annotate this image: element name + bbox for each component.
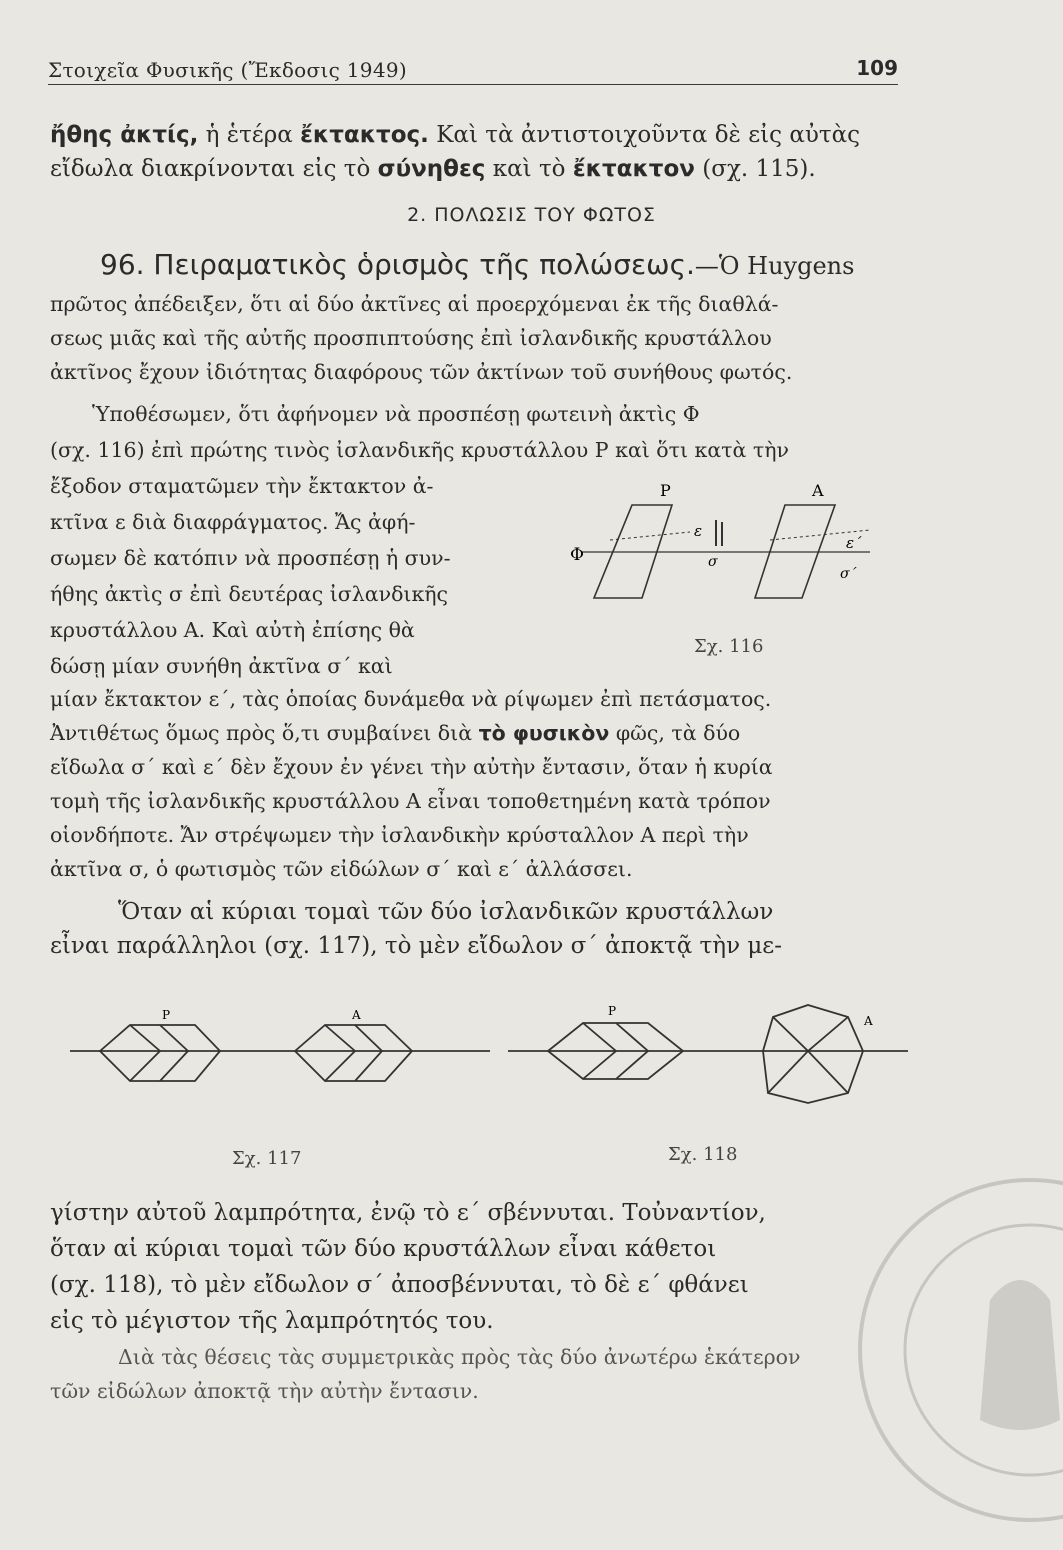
- caption-117: Σχ. 117: [232, 1148, 302, 1169]
- header-title: Στοιχεῖα Φυσικῆς (Ἔκδοσις 1949): [48, 58, 407, 82]
- text-line: Ὅταν αἱ κύριαι τομαὶ τῶν δύο ἰσλανδικῶν κρυστάλλων: [118, 899, 774, 925]
- label-phi: Φ: [570, 545, 584, 565]
- text-line: τομὴ τῆς ἰσλανδικῆς κρυστάλλου Α εἶναι τοποθετημένη κατὰ τρόπον: [50, 789, 771, 813]
- top-paragraph: [50, 118, 900, 186]
- text-run: φῶς, τὰ δύο: [609, 721, 741, 745]
- label-a: Α: [812, 481, 824, 500]
- page-number: 109: [856, 56, 898, 80]
- text-line: [50, 152, 900, 186]
- subsection-number: 96.: [100, 248, 145, 281]
- bold-term: σύνηθες: [377, 156, 486, 182]
- section-title: 2. ΠΟΛΩΣΙΣ ΤΟΥ ΦΩΤΟΣ: [407, 204, 656, 226]
- ray-dashed: [610, 532, 690, 540]
- paragraph-5: [50, 1340, 920, 1408]
- text-run: καὶ τὸ: [485, 156, 573, 182]
- label-a: Α: [352, 1008, 361, 1022]
- text-line: Ὑποθέσωμεν, ὅτι ἀφήνομεν νὰ προσπέσῃ φωτεινὴ ἀκτὶς Φ: [92, 402, 700, 426]
- text-run: Ἀντιθέτως ὅμως πρὸς ὅ,τι συμβαίνει διὰ: [50, 721, 479, 745]
- paragraph-2-wide: [50, 682, 910, 886]
- bold-term: ἔκτακτον: [572, 156, 695, 182]
- label-a: Α: [864, 1014, 873, 1028]
- caption-116: Σχ. 116: [694, 636, 764, 657]
- subsection-rest: —Ὁ Huygens: [694, 252, 855, 280]
- paragraph-2-narrow: [50, 468, 520, 684]
- figure-116: [570, 470, 900, 620]
- text-line: σωμεν δὲ κατόπιν νὰ προσπέσῃ ἡ συν-: [50, 546, 451, 570]
- label-e2: ε΄: [846, 534, 862, 552]
- text-line: εἴδωλα σ΄ καὶ ε΄ δὲν ἔχουν ἐν γένει τὴν αὐτὴν ἔντασιν, ὅταν ἡ κυρία: [50, 755, 773, 779]
- crystal-p-section: [130, 1025, 160, 1081]
- label-e: ε: [694, 522, 703, 540]
- bold-term: ἤθης ἀκτίς,: [50, 122, 199, 148]
- paragraph-1: [50, 287, 900, 389]
- text-run: Καὶ τὰ ἀντιστοιχοῦντα δὲ εἰς αὐτὰς: [428, 122, 860, 148]
- library-stamp: [880, 1150, 1063, 1550]
- text-line: (σχ. 116) ἐπὶ πρώτης τινὸς ἰσλανδικῆς κρυστάλλου Ρ καὶ ὅτι κατὰ τὴν: [50, 438, 789, 462]
- bold-term: ἔκτακτος.: [300, 122, 429, 148]
- figure-117: [70, 1005, 490, 1105]
- text-line: ἔξοδον σταματῶμεν τὴν ἔκτακτον ἀ-: [50, 474, 434, 498]
- crystal-p-section: [160, 1025, 188, 1081]
- crystal-a-section: [325, 1025, 355, 1081]
- text-line: πρῶτος ἀπέδειξεν, ὅτι αἱ δύο ἀκτῖνες αἱ προερχόμεναι ἐκ τῆς διαθλά-: [50, 292, 779, 316]
- paragraph-4: [50, 1195, 920, 1339]
- text-line: [50, 118, 900, 152]
- text-line: γίστην αὐτοῦ λαμπρότητα, ἐνῷ τὸ ε΄ σβέννυται. Τοὐναντίον,: [50, 1200, 766, 1226]
- text-line: οἱονδήποτε. Ἄν στρέψωμεν τὴν ἰσλανδικὴν κρύσταλλον Α περὶ τὴν: [50, 823, 749, 847]
- text-line: εἰς τὸ μέγιστον τῆς λαμπρότητός του.: [50, 1308, 494, 1334]
- crystal-p: [100, 1025, 220, 1081]
- text-line: δώσῃ μίαν συνήθη ἀκτῖνα σ΄ καὶ: [50, 654, 393, 678]
- running-header: [48, 54, 898, 85]
- text-run: ἡ ἑτέρα: [198, 122, 301, 148]
- subsection-heading: [100, 248, 854, 281]
- subsection-title: Πειραματικὸς ὁρισμὸς τῆς πολώσεως.: [144, 248, 695, 281]
- crystal-a-section: [355, 1025, 382, 1081]
- text-line: (σχ. 118), τὸ μὲν εἴδωλον σ΄ ἀποσβέννυται, τὸ δὲ ε΄ φθάνει: [50, 1272, 749, 1298]
- text-line: μίαν ἔκτακτον ε΄, τὰς ὁποίας δυνάμεθα νὰ ρίψωμεν ἐπὶ πετάσματος.: [50, 687, 772, 711]
- figure-118: [508, 995, 908, 1105]
- text-line: σεως μιᾶς καὶ τῆς αὐτῆς προσπιπτούσης ἐπὶ ἰσλανδικῆς κρυστάλλου: [50, 326, 772, 350]
- text-line: τῶν εἰδώλων ἀποκτᾷ τὴν αὐτὴν ἔντασιν.: [50, 1379, 479, 1403]
- paragraph-3: [50, 895, 910, 963]
- text-line: [50, 716, 910, 750]
- label-s: σ: [708, 554, 718, 570]
- paragraph-2-top: [50, 396, 910, 468]
- label-p: Ρ: [608, 1004, 617, 1018]
- bold-term: τὸ φυσικὸν: [478, 721, 610, 745]
- crystal-a-section: [773, 1017, 848, 1051]
- label-s2: σ΄: [840, 566, 857, 582]
- text-run: (σχ. 115).: [694, 156, 816, 182]
- text-run: εἴδωλα διακρίνονται εἰς τὸ: [50, 156, 378, 182]
- text-line: ἀκτῖνα σ, ὁ φωτισμὸς τῶν εἰδώλων σ΄ καὶ ε΄ ἀλλάσσει.: [50, 857, 633, 881]
- text-line: κρυστάλλου Α. Καὶ αὐτὴ ἐπίσης θὰ: [50, 618, 415, 642]
- label-p: Ρ: [660, 481, 671, 500]
- text-line: ήθης ἀκτὶς σ ἐπὶ δευτέρας ἰσλανδικῆς: [50, 582, 449, 606]
- text-line: κτῖνα ε διὰ διαφράγματος. Ἄς ἀφή-: [50, 510, 416, 534]
- text-line: Διὰ τὰς θέσεις τὰς συμμετρικὰς πρὸς τὰς δύο ἀνωτέρω ἑκάτερον: [118, 1345, 801, 1369]
- text-line: ἀκτῖνος ἔχουν ἰδιότητας διαφόρους τῶν ἀκτίνων τοῦ συνήθους φωτός.: [50, 360, 793, 384]
- crystal-a-section: [768, 1051, 848, 1093]
- text-line: εἶναι παράλληλοι (σχ. 117), τὸ μὲν εἴδωλον σ΄ ἀποκτᾷ τὴν με-: [50, 933, 782, 959]
- label-p: Ρ: [162, 1008, 171, 1022]
- text-line: ὅταν αἱ κύριαι τομαὶ τῶν δύο κρυστάλλων εἶναι κάθετοι: [50, 1236, 717, 1262]
- caption-118: Σχ. 118: [668, 1144, 738, 1165]
- crystal-a: [763, 1005, 863, 1103]
